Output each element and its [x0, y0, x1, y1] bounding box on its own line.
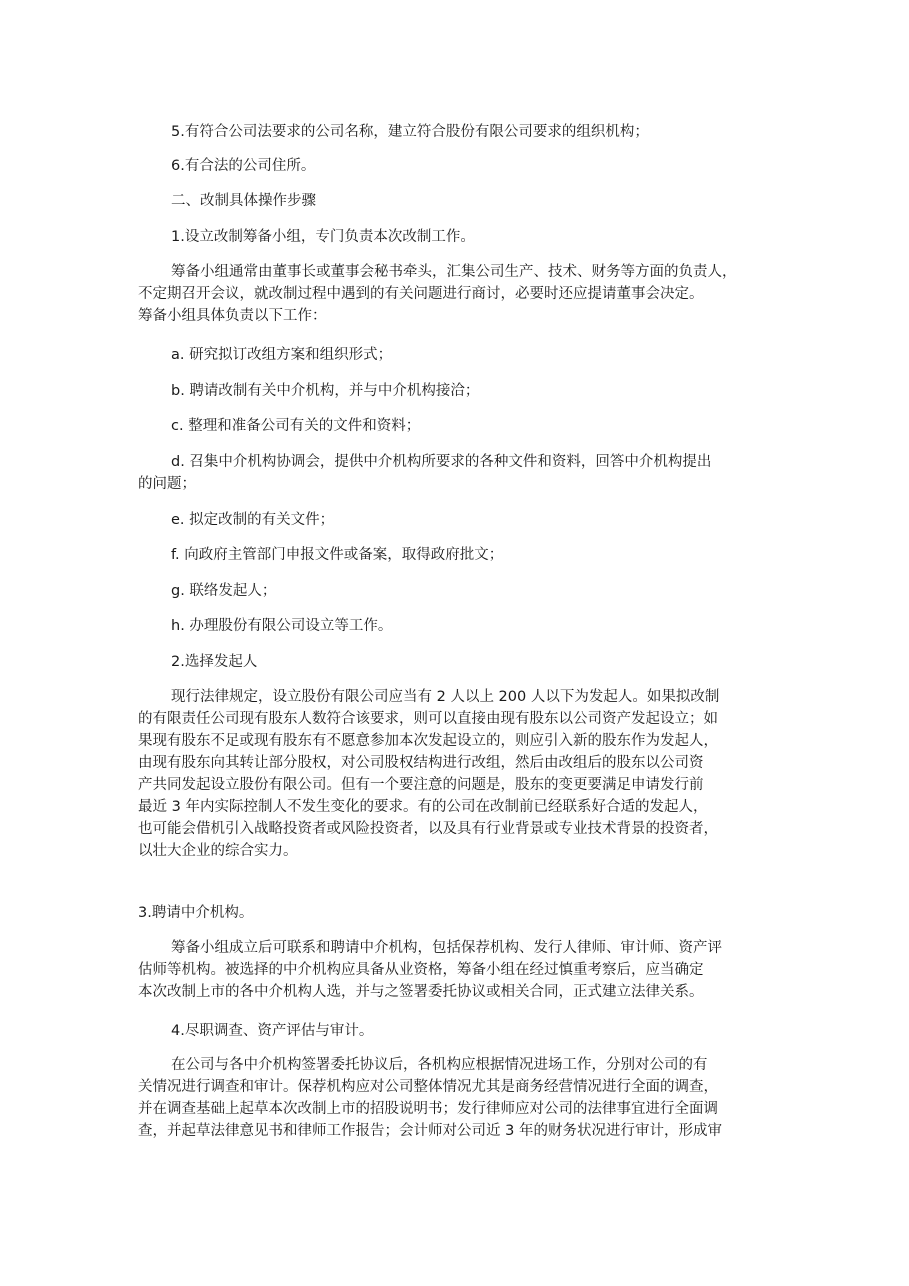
task-item-a — [138, 344, 778, 366]
text-line: f. 向政府主管部门申报文件或备案，取得政府批文； — [171, 547, 504, 563]
step-3-body — [138, 937, 778, 1003]
text-line: g. 联络发起人； — [171, 583, 277, 599]
text-line: 也可能会借机引入战略投资者或风险投资者，以及具有行业背景或专业技术背景的投资者， — [138, 821, 718, 837]
step-1-heading — [138, 226, 778, 248]
text-line: 不定期召开会议，就改制过程中遇到的有关问题进行商讨，必要时还应提请董事会决定。 — [138, 286, 704, 302]
task-item-b — [138, 380, 778, 402]
task-item-e — [138, 509, 778, 531]
text-line: 查，并起草法律意见书和律师工作报告；会计师对公司近 3 年的财务状况进行审计，形成审 — [138, 1123, 722, 1139]
text-line: 筹备小组成立后可联系和聘请中介机构，包括保荐机构、发行人律师、审计师、资产评 — [171, 940, 722, 956]
text-line: 以壮大企业的综合实力。 — [138, 843, 298, 859]
text-line: 关情况进行调查和审计。保荐机构应对公司整体情况尤其是商务经营情况进行全面的调查， — [138, 1079, 718, 1095]
text-line: h. 办理股份有限公司设立等工作。 — [171, 618, 393, 634]
text-line: 1.设立改制筹备小组，专门负责本次改制工作。 — [171, 229, 475, 245]
section-heading-2 — [138, 190, 778, 212]
text-line: 3.聘请中介机构。 — [138, 905, 254, 921]
text-line: c. 整理和准备公司有关的文件和资料； — [171, 418, 421, 434]
requirement-6 — [138, 155, 778, 177]
text-line: b. 聘请改制有关中介机构，并与中介机构接洽； — [171, 383, 480, 399]
text-line: e. 拟定改制的有关文件； — [171, 512, 335, 528]
text-line: 二、改制具体操作步骤 — [171, 193, 316, 209]
text-line: 6.有合法的公司住所。 — [171, 158, 316, 174]
text-line: 5.有符合公司法要求的公司名称，建立符合股份有限公司要求的组织机构； — [171, 124, 649, 140]
task-item-d — [138, 451, 778, 495]
text-line: 本次改制上市的各中介机构人选，并与之签署委托协议或相关合同，正式建立法律关系。 — [138, 984, 704, 1000]
text-line: 估师等机构。被选择的中介机构应具备从业资格，筹备小组在经过慎重考察后，应当确定 — [138, 962, 704, 978]
task-item-c — [138, 415, 778, 437]
text-line: d. 召集中介机构协调会，提供中介机构所要求的各种文件和资料，回答中介机构提出 — [171, 454, 712, 470]
text-line: 的问题； — [138, 476, 196, 492]
text-line: 产共同发起设立股份有限公司。但有一个要注意的问题是，股东的变更要满足申请发行前 — [138, 777, 704, 793]
text-line: 现行法律规定，设立股份有限公司应当有 2 人以上 200 人以下为发起人。如果拟改制 — [171, 689, 720, 705]
text-line: 4.尽职调查、资产评估与审计。 — [171, 1023, 374, 1039]
step-2-heading — [138, 651, 778, 673]
step-4-body — [138, 1054, 778, 1142]
step-4-heading — [138, 1020, 778, 1042]
text-line: 2.选择发起人 — [171, 654, 258, 670]
text-line: 由现有股东向其转让部分股权，对公司股权结构进行改组，然后由改组后的股东以公司资 — [138, 755, 704, 771]
text-line: 果现有股东不足或现有股东有不愿意参加本次发起设立的，则应引入新的股东作为发起人， — [138, 733, 718, 749]
text-line: 最近 3 年内实际控制人不发生变化的要求。有的公司在改制前已经联系好合适的发起人， — [138, 799, 708, 815]
text-line: 筹备小组通常由董事长或董事会秘书牵头，汇集公司生产、技术、财务等方面的负责人， — [171, 264, 737, 280]
requirement-5 — [138, 121, 778, 143]
text-line: 在公司与各中介机构签署委托协议后，各机构应根据情况进场工作，分别对公司的有 — [171, 1057, 708, 1073]
task-item-g — [138, 580, 778, 602]
text-line: a. 研究拟订改组方案和组织形式； — [171, 347, 393, 363]
step-2-body — [138, 686, 778, 862]
task-item-h — [138, 615, 778, 637]
step-3-heading — [138, 902, 778, 924]
text-line: 并在调查基础上起草本次改制上市的招股说明书；发行律师应对公司的法律事宜进行全面调 — [138, 1101, 718, 1117]
step-1-body — [138, 261, 778, 327]
task-item-f — [138, 544, 778, 566]
text-line: 的有限责任公司现有股东人数符合该要求，则可以直接由现有股东以公司资产发起设立；如 — [138, 711, 718, 727]
text-line: 筹备小组具体负责以下工作： — [138, 308, 327, 324]
